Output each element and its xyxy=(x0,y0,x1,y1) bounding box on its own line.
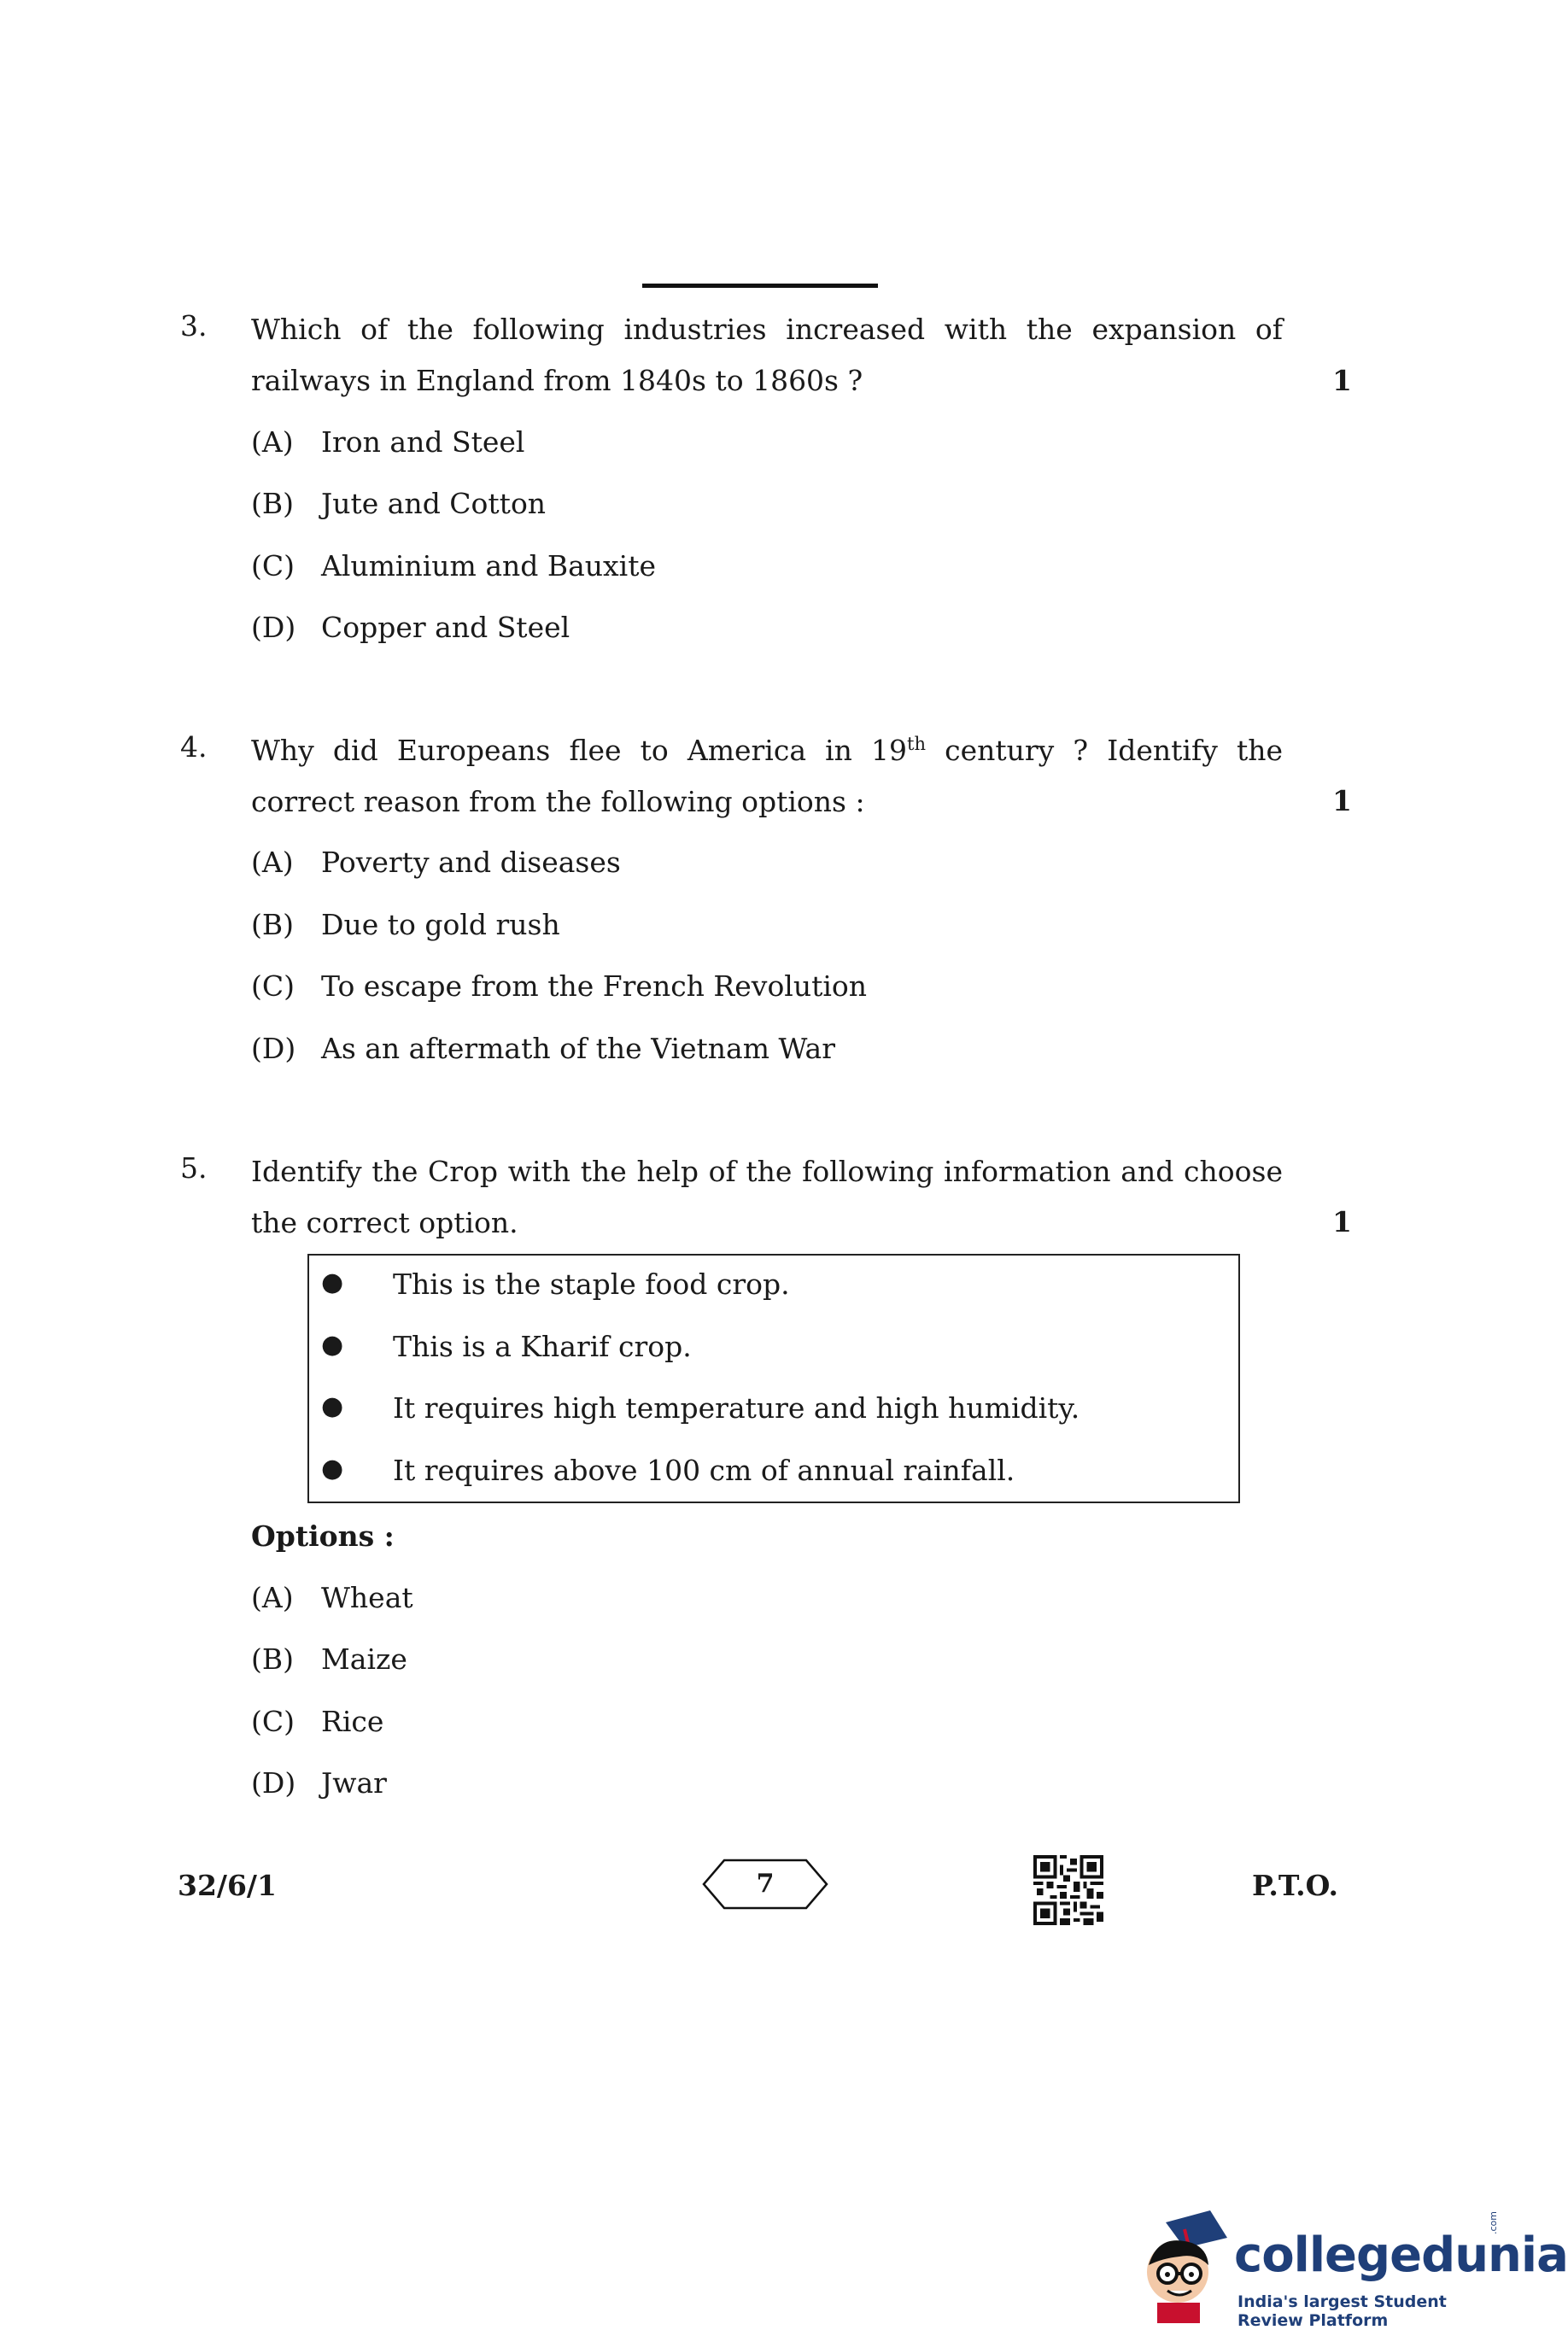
paper-code: 32/6/1 xyxy=(178,1869,277,1902)
question-4-marks: 1 xyxy=(1332,784,1352,817)
bullet-icon: ● xyxy=(321,1267,344,1297)
question-5-number: 5. xyxy=(180,1151,208,1185)
bullet-icon: ● xyxy=(321,1391,344,1421)
question-5-option-b: (B) Maize xyxy=(251,1642,407,1676)
question-3-marks: 1 xyxy=(1332,364,1352,397)
question-4-number: 4. xyxy=(180,730,208,764)
question-3-option-b: (B) Jute and Cotton xyxy=(251,487,547,520)
brand-tagline: India's largest Student Review Platform xyxy=(1237,2292,1447,2330)
pto-label: P.T.O. xyxy=(1252,1869,1338,1902)
question-3-text: Which of the following industries increased with the expansion of railways in England from 1840s to 1860s ? xyxy=(251,313,1283,397)
brand-name: collegedunia xyxy=(1234,2228,1568,2283)
info-bullet-item: ● This is a Kharif crop. xyxy=(321,1330,692,1363)
mascot-icon xyxy=(1132,2204,1234,2323)
question-3-number: 3. xyxy=(180,309,208,342)
question-4-option-b: (B) Due to gold rush xyxy=(251,908,560,941)
crop-info-box xyxy=(307,1254,1240,1503)
info-bullet-item: ● It requires above 100 cm of annual rainfall. xyxy=(321,1454,1015,1487)
question-4-text: Why did Europeans flee to America in 19th century ? Identify the correct reason from the following options : xyxy=(251,734,1283,818)
qr-code-icon xyxy=(1033,1855,1103,1925)
question-5-marks: 1 xyxy=(1332,1205,1352,1238)
page-number-badge xyxy=(702,1859,828,1910)
question-4-option-c: (C) To escape from the French Revolution xyxy=(251,969,868,1003)
question-3-option-d: (D) Copper and Steel xyxy=(251,611,570,644)
page-number: 7 xyxy=(756,1869,775,1899)
question-4-option-d: (D) As an aftermath of the Vietnam War xyxy=(251,1032,836,1065)
question-3-option-c: (C) Aluminium and Bauxite xyxy=(251,549,657,582)
question-5-option-d: (D) Jwar xyxy=(251,1766,387,1800)
section-divider-line xyxy=(642,284,878,288)
question-4-option-a: (A) Poverty and diseases xyxy=(251,846,621,879)
options-heading: Options : xyxy=(251,1519,395,1553)
brand-domain: .com xyxy=(1488,2211,1499,2234)
question-5-text: Identify the Crop with the help of the following information and choose the correct option. xyxy=(251,1155,1283,1239)
question-3-option-a: (A) Iron and Steel xyxy=(251,425,525,459)
info-bullet-item: ● It requires high temperature and high humidity. xyxy=(321,1391,1080,1425)
question-5-option-a: (A) Wheat xyxy=(251,1581,413,1614)
bullet-icon: ● xyxy=(321,1454,344,1484)
question-5-option-c: (C) Rice xyxy=(251,1705,384,1738)
collegedunia-logo xyxy=(1132,2204,1568,2330)
info-bullet-item: ● This is the staple food crop. xyxy=(321,1267,790,1301)
bullet-icon: ● xyxy=(321,1330,344,1360)
